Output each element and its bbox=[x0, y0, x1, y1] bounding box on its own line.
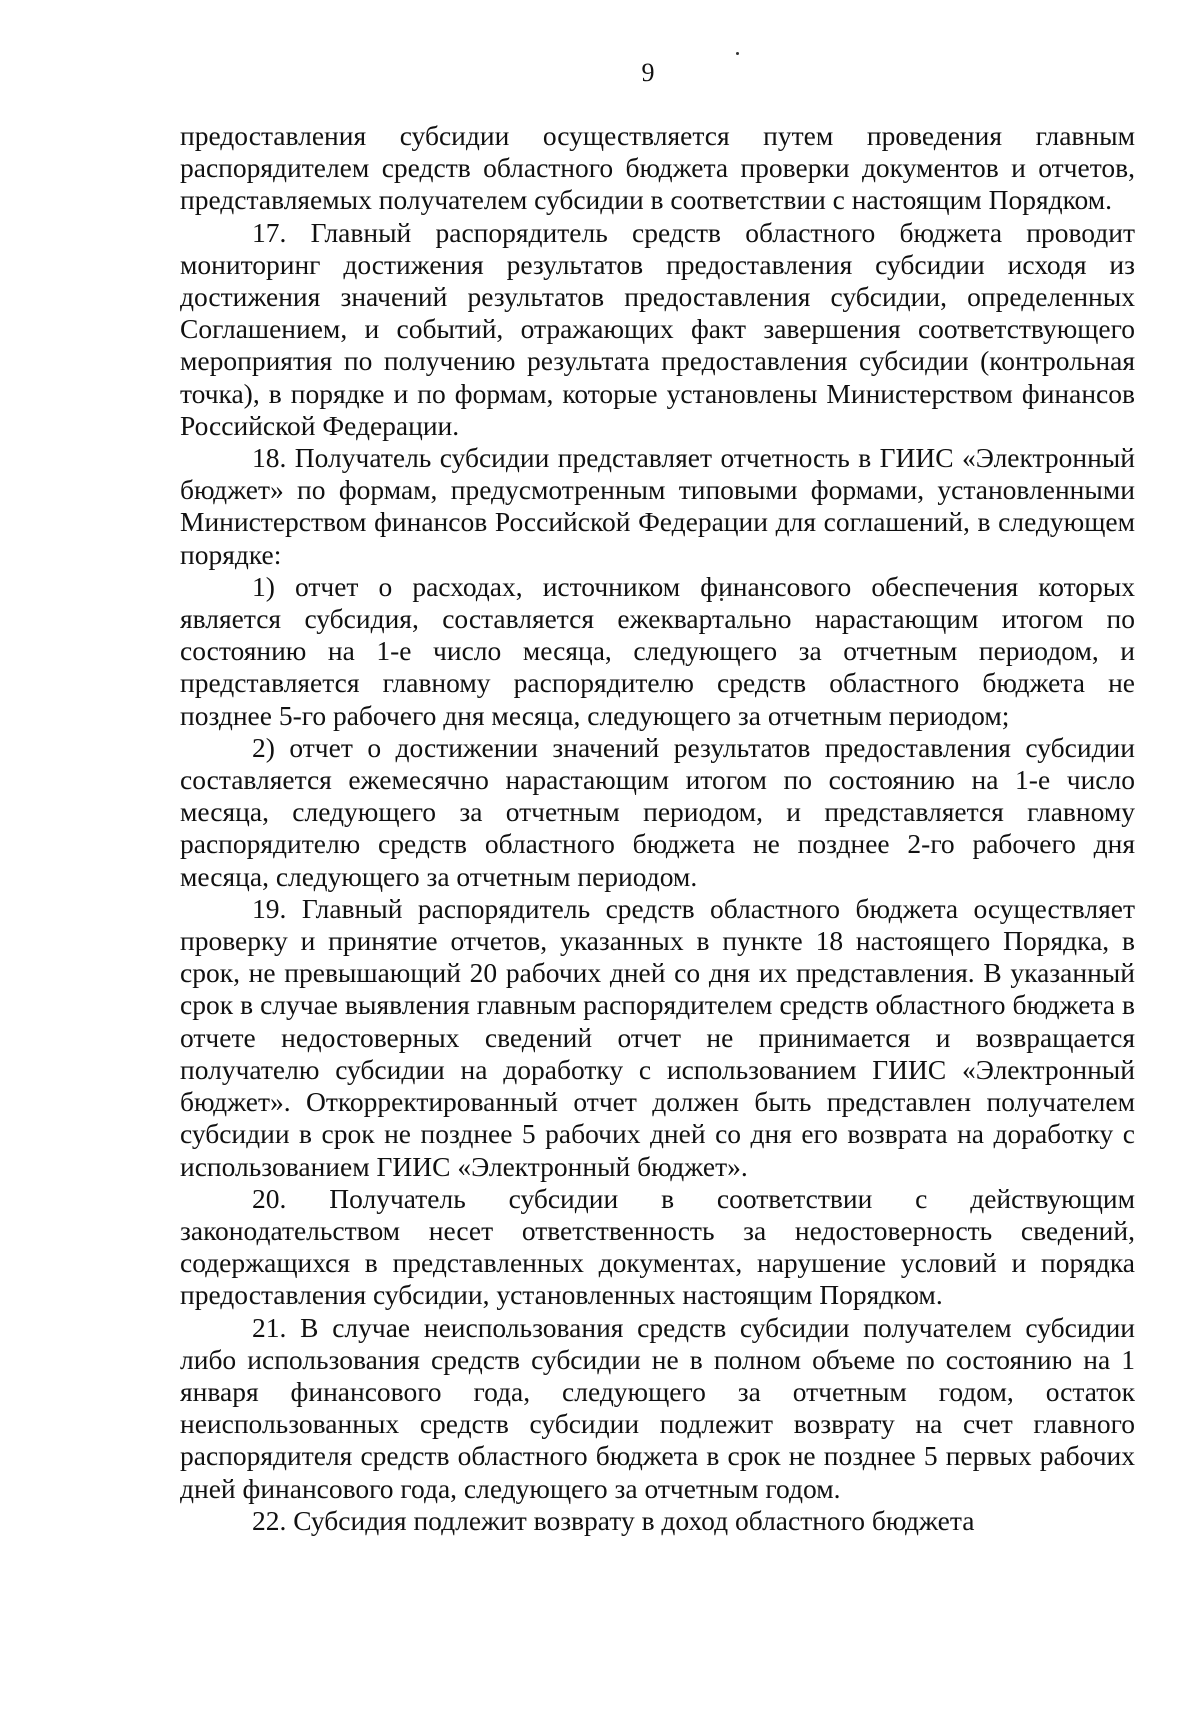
paragraph-continuation: предоставления субсидии осуществляется путем проведения главным распорядителем средств областного бюджета проверки документов и отчетов, представляемых получателем субсидии в соответствии с настоящим Порядком. bbox=[180, 120, 1135, 216]
paragraph-17: 17. Главный распорядитель средств областного бюджета проводит мониторинг достижения результатов предоставления субсидии исходя из достижения значений результатов предоставления субсидии, определенных Соглашением, и событий, отражающих факт завершения соответствующего мероприятия по получению результата предоставления субсидии (контрольная точка), в порядке и по формам, которые установлены Министерством финансов Российской Федерации. bbox=[180, 216, 1135, 441]
paragraph-18: 18. Получатель субсидии представляет отчетность в ГИИС «Электронный бюджет» по формам, предусмотренным типовыми формами, установленными Министерством финансов Российской Федерации для соглашений, в следующем порядке: bbox=[180, 442, 1135, 570]
paragraph-22: 22. Субсидия подлежит возврату в доход областного бюджета bbox=[252, 1504, 975, 1536]
paragraph-19: 19. Главный распорядитель средств областного бюджета осуществляет проверку и принятие отчетов, указанных в пункте 18 настоящего Порядка, в срок, не превышающий 20 рабочих дней со дня их представления. В указанный срок в случае выявления главным распорядителем средств областного бюджета в отчете недостоверных сведений отчет не принимается и возвращается получателю субсидии на доработку с использованием ГИИС «Электронный бюджет». Откорректированный отчет должен быть представлен получателем субсидии в срок не позднее 5 рабочих дней со дня его возврата на доработку с использованием ГИИС «Электронный бюджет». bbox=[180, 892, 1135, 1182]
page-number: 9 bbox=[641, 58, 655, 87]
paragraph-21: 21. В случае неиспользования средств субсидии получателем субсидии либо использования средств субсидии не в полном объеме по состоянию на 1 января финансового года, следующего за отчетным годом, остаток неиспользованных средств субсидии подлежит возврату на счет главного распорядителя средств областного бюджета в срок не позднее 5 первых рабочих дней финансового года, следующего за отчетным годом. bbox=[180, 1311, 1135, 1504]
paragraph-18-item-1: 1) отчет о расходах, источником финансового обеспечения которых является субсидия, составляется ежеквартально нарастающим итогом по состоянию на 1-е число месяца, следующего за отчетным периодом, и представляется главному распорядителю средств областного бюджета не позднее 5-го рабочего дня месяца, следующего за отчетным периодом; bbox=[180, 570, 1135, 731]
paragraph-18-item-2: 2) отчет о достижении значений результатов предоставления субсидии составляется ежемесячно нарастающим итогом по состоянию на 1-е число месяца, следующего за отчетным периодом, и представляется главному распорядителю средств областного бюджета не позднее 2-го рабочего дня месяца, следующего за отчетным периодом. bbox=[180, 731, 1135, 892]
document-body bbox=[180, 120, 1135, 1537]
paragraph-20: 20. Получатель субсидии в соответствии с действующим законодательством несет ответственность за недостоверность сведений, содержащихся в представленных документах, нарушение условий и порядка предоставления субсидии, установленных настоящим Порядком. bbox=[180, 1182, 1135, 1311]
scan-speck bbox=[736, 52, 739, 55]
